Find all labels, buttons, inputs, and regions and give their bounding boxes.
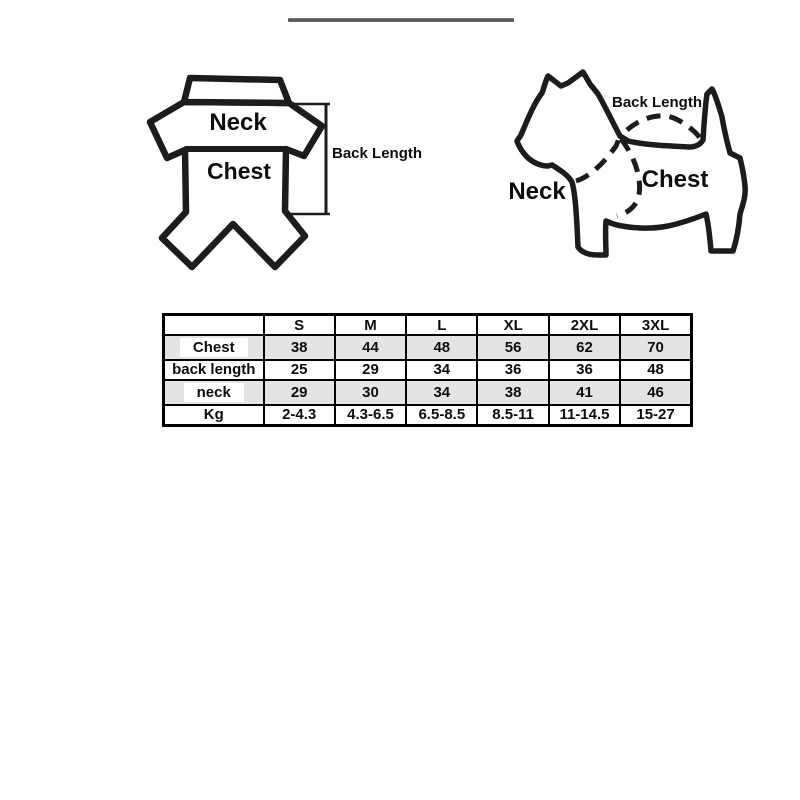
col-header-s: S — [264, 315, 335, 336]
cell-chest-s: 38 — [264, 335, 335, 360]
col-header-m: M — [335, 315, 406, 336]
garment-neck-label: Neck — [209, 109, 267, 136]
cell-chest-l: 48 — [406, 335, 477, 360]
cell-backlength-2xl: 36 — [549, 360, 620, 380]
cell-backlength-3xl: 48 — [620, 360, 691, 380]
dog-back-length-label: Back Length — [611, 94, 703, 111]
cell-neck-2xl: 41 — [549, 380, 620, 405]
garment-diagram — [150, 78, 422, 267]
table-row-kg — [164, 405, 692, 426]
col-header-3xl: 3XL — [620, 315, 691, 336]
row-label-neck — [164, 380, 264, 405]
cell-neck-l: 34 — [406, 380, 477, 405]
col-header-l: L — [406, 315, 477, 336]
row-label-neck-text: neck — [184, 383, 244, 402]
cell-backlength-s: 25 — [264, 360, 335, 380]
cell-kg-l: 6.5-8.5 — [406, 405, 477, 426]
cell-kg-s: 2-4.3 — [264, 405, 335, 426]
col-header-2xl: 2XL — [549, 315, 620, 336]
table-row-chest — [164, 335, 692, 360]
table-row-back-length — [164, 360, 692, 380]
row-label-kg: Kg — [164, 405, 264, 426]
size-table-header-row — [164, 315, 692, 336]
size-table — [162, 313, 693, 427]
col-header-xl: XL — [477, 315, 548, 336]
garment-chest-label: Chest — [207, 158, 271, 184]
cell-kg-2xl: 11-14.5 — [549, 405, 620, 426]
cell-chest-3xl: 70 — [620, 335, 691, 360]
cell-neck-s: 29 — [264, 380, 335, 405]
cell-neck-3xl: 46 — [620, 380, 691, 405]
cell-backlength-xl: 36 — [477, 360, 548, 380]
row-label-chest — [164, 335, 264, 360]
cell-chest-m: 44 — [335, 335, 406, 360]
cell-backlength-l: 34 — [406, 360, 477, 380]
cell-backlength-m: 29 — [335, 360, 406, 380]
dog-neck-label: Neck — [508, 178, 566, 205]
cell-kg-m: 4.3-6.5 — [335, 405, 406, 426]
dog-diagram — [508, 72, 745, 255]
cell-kg-xl: 8.5-11 — [477, 405, 548, 426]
cell-neck-xl: 38 — [477, 380, 548, 405]
row-label-chest-text: Chest — [180, 338, 248, 357]
garment-back-length-label: Back Length — [332, 145, 423, 162]
row-label-back-length: back length — [164, 360, 264, 380]
table-row-neck — [164, 380, 692, 405]
garment-collar-outline — [184, 78, 289, 103]
cell-chest-2xl: 62 — [549, 335, 620, 360]
size-table-corner-cell — [164, 315, 264, 336]
cell-neck-m: 30 — [335, 380, 406, 405]
cell-chest-xl: 56 — [477, 335, 548, 360]
cell-kg-3xl: 15-27 — [620, 405, 691, 426]
dog-chest-label: Chest — [641, 166, 709, 193]
dog-back-length-measure-line — [627, 116, 700, 138]
